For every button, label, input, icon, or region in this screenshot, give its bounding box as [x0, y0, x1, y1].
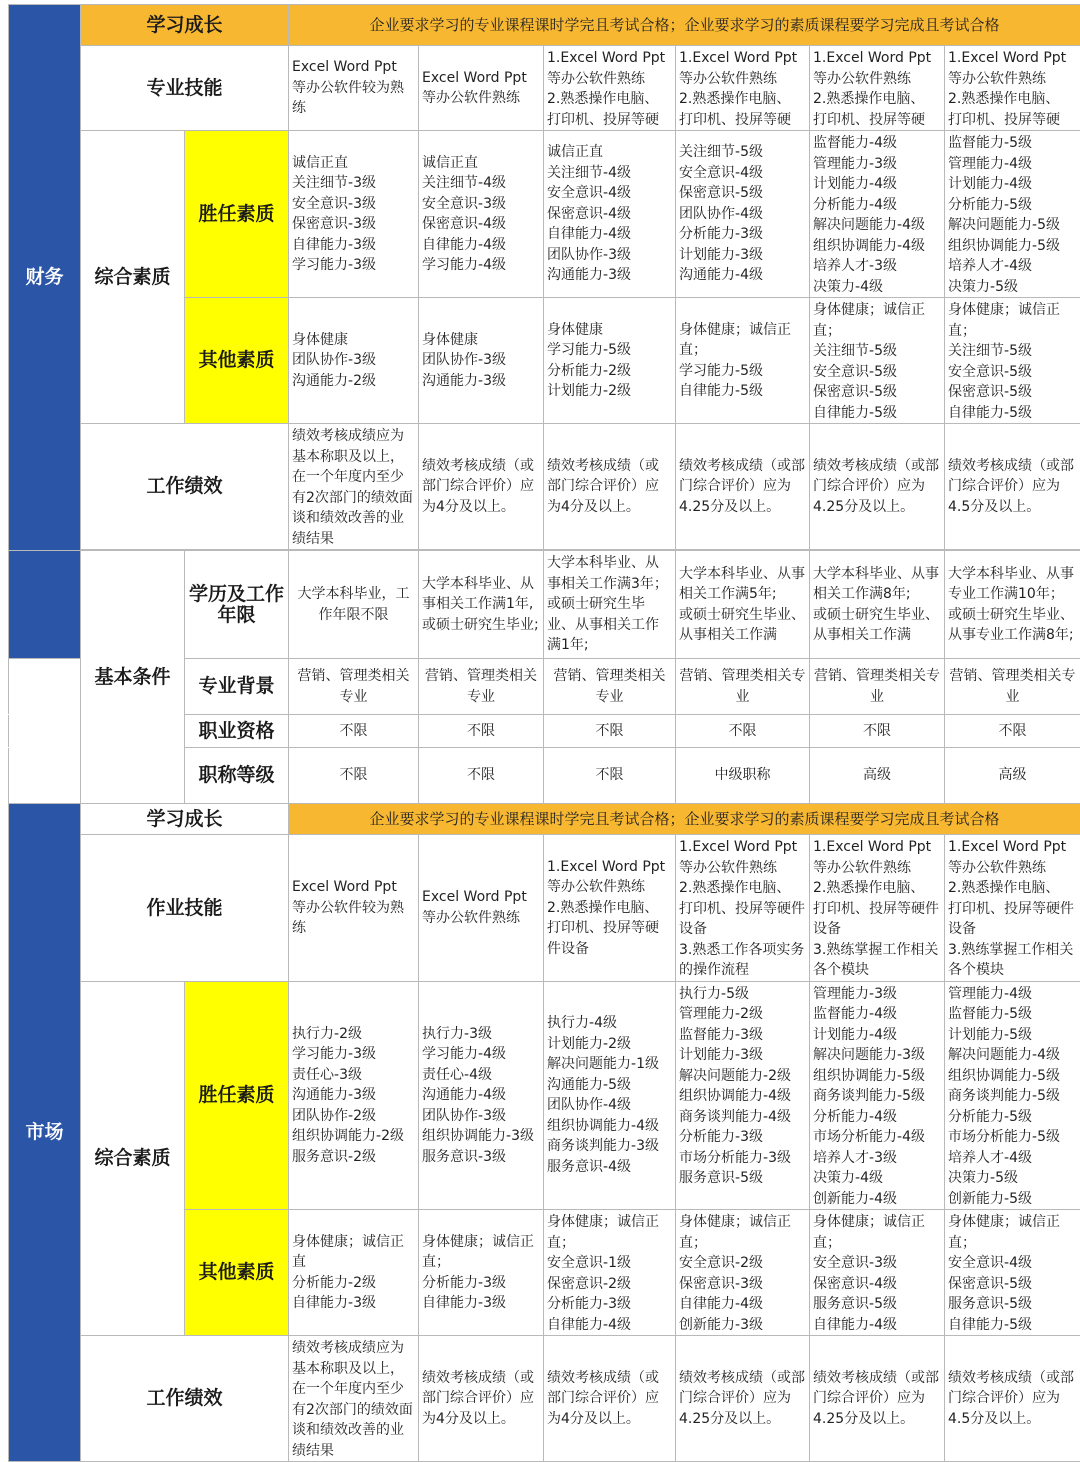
market-learning-row — [9, 804, 1080, 835]
performance-cell: 绩效考核成绩应为基本称职及以上，在一个年度内至少有2次部门的绩效面谈和绩效改善的业绩结果 — [289, 424, 419, 550]
competency-cell: 监督能力-4级 管理能力-3级 计划能力-4级 分析能力-4级 解决问题能力-4级 组织协调能力-4级 培养人才-3级 决策力-4级 — [810, 131, 945, 298]
major-cell: 营销、管理类相关专业 — [945, 659, 1080, 715]
skill-cell: Excel Word Ppt 等办公软件熟练 — [419, 46, 544, 131]
skill-cell: 1.Excel Word Ppt 等办公软件熟练 2.熟悉操作电脑、 打印机、投屏等硬件设备 3.熟练掌握工作相关各个模块 — [945, 835, 1080, 982]
competency-cell: 诚信正直 关注细节-3级 安全意识-3级 保密意识-3级 自律能力-3级 学习能力-3级 — [289, 131, 419, 298]
other-quality-cell: 身体健康；诚信正直； 安全意识-1级 保密意识-2级 分析能力-3级 自律能力-4级 — [544, 1210, 676, 1336]
major-label: 专业背景 — [185, 659, 289, 715]
skill-cell: Excel Word Ppt 等办公软件较为熟练 — [289, 46, 419, 131]
finance-learning-row — [9, 5, 1080, 46]
basic-side-blank — [9, 748, 81, 804]
performance-cell: 绩效考核成绩（或部门综合评价）应为4.25分及以上。 — [810, 424, 945, 550]
competency-cell: 管理能力-3级 监督能力-4级 计划能力-4级 解决问题能力-3级 组织协调能力-5级 商务谈判能力-5级 分析能力-4级 市场分析能力-4级 培养人才-3级 决策力-4级 创新能力-4级 — [810, 981, 945, 1210]
title-level-cell: 不限 — [289, 748, 419, 804]
skill-label: 作业技能 — [81, 835, 289, 982]
skill-cell: 1.Excel Word Ppt 等办公软件熟练 2.熟悉操作电脑、 打印机、投屏等硬 — [945, 46, 1080, 131]
skill-cell: 1.Excel Word Ppt 等办公软件熟练 2.熟悉操作电脑、 打印机、投屏等硬 — [810, 46, 945, 131]
title-level-cell: 不限 — [419, 748, 544, 804]
other-quality-cell: 身体健康；诚信正直； 安全意识-4级 保密意识-5级 服务意识-5级 自律能力-5级 — [945, 1210, 1080, 1336]
performance-label: 工作绩效 — [81, 424, 289, 550]
other-quality-cell: 身体健康；诚信正直； 分析能力-3级 自律能力-3级 — [419, 1210, 544, 1336]
performance-cell: 绩效考核成绩（或部门综合评价）应为4.25分及以上。 — [676, 1336, 810, 1462]
other-quality-cell: 身体健康；诚信正直； 关注细节-5级 安全意识-5级 保密意识-5级 自律能力-5级 — [810, 298, 945, 424]
skill-cell: 1.Excel Word Ppt 等办公软件熟练 2.熟悉操作电脑、 打印机、投屏等硬 — [676, 46, 810, 131]
skill-cell: 1.Excel Word Ppt 等办公软件熟练 2.熟悉操作电脑、 打印机、投屏等硬件设备 3.熟练掌握工作相关各个模块 — [810, 835, 945, 982]
qualification-cell: 不限 — [945, 715, 1080, 748]
market-side-label: 市场 — [9, 804, 81, 1462]
other-quality-cell: 身体健康 团队协作-3级 沟通能力-3级 — [419, 298, 544, 424]
finance-skill-row — [9, 46, 1080, 131]
skill-cell: 1.Excel Word Ppt 等办公软件熟练 2.熟悉操作电脑、 打印机、投屏等硬 — [544, 46, 676, 131]
education-cell: 大学本科毕业、从事相关工作满3年；或硕士研究生毕业、从事相关工作满1年; — [544, 551, 676, 659]
other-quality-cell: 身体健康 学习能力-5级 分析能力-2级 计划能力-2级 — [544, 298, 676, 424]
performance-cell: 绩效考核成绩（或部门综合评价）应为4分及以上。 — [544, 1336, 676, 1462]
other-quality-cell: 身体健康 团队协作-3级 沟通能力-2级 — [289, 298, 419, 424]
skill-cell: Excel Word Ppt 等办公软件较为熟练 — [289, 835, 419, 982]
title-level-cell: 中级职称 — [676, 748, 810, 804]
education-cell: 大学本科毕业、从事专业工作满10年；或硕士研究生毕业、从事专业工作满8年; — [945, 551, 1080, 659]
skill-label: 专业技能 — [81, 46, 289, 131]
competency-cell: 诚信正直 关注细节-4级 安全意识-3级 保密意识-4级 自律能力-4级 学习能力-4级 — [419, 131, 544, 298]
finance-side-label: 财务 — [9, 5, 81, 551]
education-cell: 大学本科毕业、从事相关工作满5年; 或硕士研究生毕业、从事相关工作满 — [676, 551, 810, 659]
title-level-cell: 高级 — [945, 748, 1080, 804]
basic-label: 基本条件 — [81, 551, 185, 804]
performance-label: 工作绩效 — [81, 1336, 289, 1462]
other-quality-cell: 身体健康；诚信正直； 学习能力-5级 自律能力-5级 — [676, 298, 810, 424]
other-quality-cell: 身体健康；诚信正直； 安全意识-2级 保密意识-3级 自律能力-4级 创新能力-3级 — [676, 1210, 810, 1336]
basic-education-row — [9, 551, 1080, 659]
other-quality-cell: 身体健康；诚信正直； 关注细节-5级 安全意识-5级 保密意识-5级 自律能力-5级 — [945, 298, 1080, 424]
basic-side-blank — [9, 715, 81, 748]
competency-label: 胜任素质 — [185, 131, 289, 298]
other-quality-label: 其他素质 — [185, 298, 289, 424]
performance-cell: 绩效考核成绩（或部门综合评价）应为4.25分及以上。 — [810, 1336, 945, 1462]
competency-cell: 管理能力-4级 监督能力-5级 计划能力-5级 解决问题能力-4级 组织协调能力-5级 商务谈判能力-5级 分析能力-5级 市场分析能力-5级 培养人才-4级 决策力-5级 创新能力-5级 — [945, 981, 1080, 1210]
performance-cell: 绩效考核成绩（或部门综合评价）应为4分及以上。 — [419, 1336, 544, 1462]
skill-cell: Excel Word Ppt 等办公软件熟练 — [419, 835, 544, 982]
skill-cell: 1.Excel Word Ppt 等办公软件熟练 2.熟悉操作电脑、 打印机、投屏等硬件设备 — [544, 835, 676, 982]
major-cell: 营销、管理类相关专业 — [544, 659, 676, 715]
finance-competency-row — [9, 131, 1080, 298]
performance-cell: 绩效考核成绩（或部门综合评价）应为4分及以上。 — [544, 424, 676, 550]
finance-performance-row — [9, 424, 1080, 550]
competency-cell: 执行力-4级 计划能力-2级 解决问题能力-1级 沟通能力-5级 团队协作-4级 组织协调能力-4级 商务谈判能力-3级 服务意识-4级 — [544, 981, 676, 1210]
performance-cell: 绩效考核成绩（或部门综合评价）应为4.25分及以上。 — [676, 424, 810, 550]
basic-side-blank — [9, 551, 81, 659]
education-cell: 大学本科毕业、从事相关工作满8年; 或硕士研究生毕业、从事相关工作满 — [810, 551, 945, 659]
learning-growth-header: 学习成长 — [81, 5, 289, 46]
market-competency-row — [9, 981, 1080, 1210]
major-cell: 营销、管理类相关专业 — [419, 659, 544, 715]
quality-label: 综合素质 — [81, 131, 185, 424]
other-quality-cell: 身体健康；诚信正直 分析能力-2级 自律能力-3级 — [289, 1210, 419, 1336]
major-cell: 营销、管理类相关专业 — [810, 659, 945, 715]
competency-cell: 监督能力-5级 管理能力-4级 计划能力-4级 分析能力-5级 解决问题能力-5级 组织协调能力-5级 培养人才-4级 决策力-5级 — [945, 131, 1080, 298]
skill-cell: 1.Excel Word Ppt 等办公软件熟练 2.熟悉操作电脑、 打印机、投屏等硬件设备 3.熟悉工作各项实务的操作流程 — [676, 835, 810, 982]
education-cell: 大学本科毕业，工作年限不限 — [289, 551, 419, 659]
qualification-cell: 不限 — [289, 715, 419, 748]
other-quality-cell: 身体健康；诚信正直； 安全意识-3级 保密意识-4级 服务意识-5级 自律能力-4级 — [810, 1210, 945, 1336]
major-cell: 营销、管理类相关专业 — [289, 659, 419, 715]
competency-cell: 关注细节-5级 安全意识-4级 保密意识-5级 团队协作-4级 分析能力-3级 计划能力-3级 沟通能力-4级 — [676, 131, 810, 298]
learning-banner: 企业要求学习的专业课程课时学完且考试合格；企业要求学习的素质课程要学习完成且考试合格 — [289, 5, 1080, 46]
performance-cell: 绩效考核成绩（或部门综合评价）应为4.5分及以上。 — [945, 1336, 1080, 1462]
market-skill-row — [9, 835, 1080, 982]
competency-cell: 执行力-3级 学习能力-4级 责任心-4级 沟通能力-4级 团队协作-3级 组织协调能力-3级 服务意识-3级 — [419, 981, 544, 1210]
education-label: 学历及工作年限 — [185, 551, 289, 659]
title-level-cell: 不限 — [544, 748, 676, 804]
performance-cell: 绩效考核成绩（或部门综合评价）应为4分及以上。 — [419, 424, 544, 550]
qualification-cell: 不限 — [676, 715, 810, 748]
competency-cell: 执行力-2级 学习能力-3级 责任心-3级 沟通能力-3级 团队协作-2级 组织协调能力-2级 服务意识-2级 — [289, 981, 419, 1210]
major-cell: 营销、管理类相关专业 — [676, 659, 810, 715]
performance-cell: 绩效考核成绩（或部门综合评价）应为4.5分及以上。 — [945, 424, 1080, 550]
other-quality-label: 其他素质 — [185, 1210, 289, 1336]
market-performance-row — [9, 1336, 1080, 1462]
qualification-cell: 不限 — [810, 715, 945, 748]
learning-banner: 企业要求学习的专业课程课时学完且考试合格；企业要求学习的素质课程要学习完成且考试合格 — [289, 804, 1080, 835]
qualification-cell: 不限 — [544, 715, 676, 748]
competency-cell: 执行力-5级 管理能力-2级 监督能力-3级 计划能力-3级 解决问题能力-2级 组织协调能力-4级 商务谈判能力-4级 分析能力-3级 市场分析能力-3级 服务意识-5级 — [676, 981, 810, 1210]
qualification-cell: 不限 — [419, 715, 544, 748]
competency-cell: 诚信正直 关注细节-4级 安全意识-4级 保密意识-4级 自律能力-4级 团队协作-3级 沟通能力-3级 — [544, 131, 676, 298]
learning-growth-header: 学习成长 — [81, 804, 289, 835]
quality-label: 综合素质 — [81, 981, 185, 1336]
qualification-label: 职业资格 — [185, 715, 289, 748]
education-cell: 大学本科毕业、从事相关工作满1年,或硕士研究生毕业; — [419, 551, 544, 659]
competency-label: 胜任素质 — [185, 981, 289, 1210]
title-level-label: 职称等级 — [185, 748, 289, 804]
title-level-cell: 高级 — [810, 748, 945, 804]
career-standard-table — [8, 4, 1080, 1462]
basic-side-blank — [9, 659, 81, 715]
performance-cell: 绩效考核成绩应为基本称职及以上，在一个年度内至少有2次部门的绩效面谈和绩效改善的业绩结果 — [289, 1336, 419, 1462]
